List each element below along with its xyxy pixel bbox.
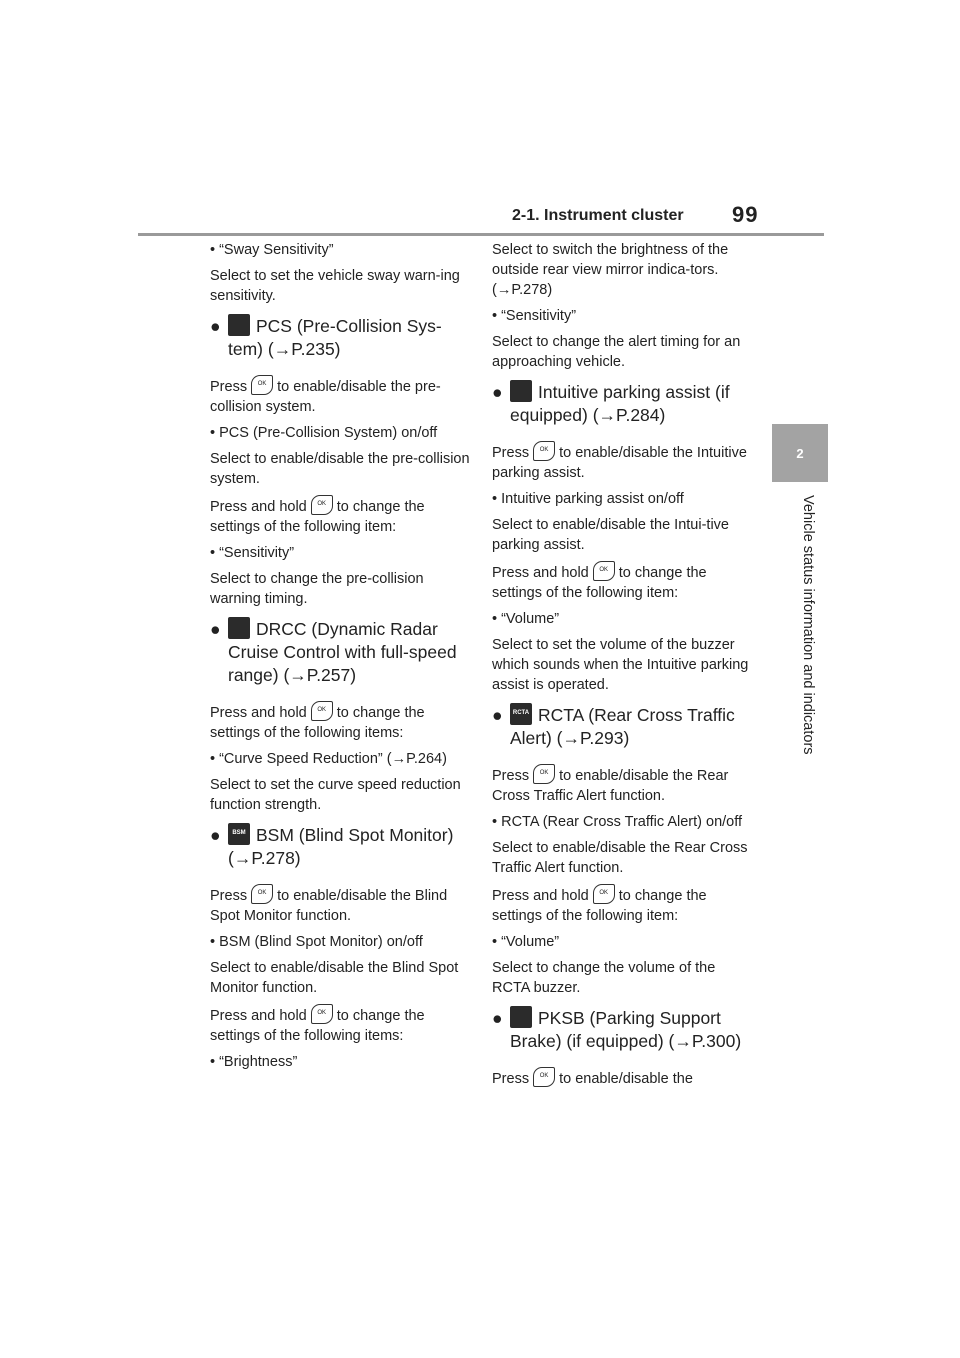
paragraph: Select to switch the brightness of the outside rear view mirror indica-tors. (→P.278) bbox=[492, 242, 729, 298]
list-item: • BSM (Blind Spot Monitor) on/off bbox=[210, 934, 423, 950]
paragraph: Select to set the volume of the buzzer which sounds when the Intuitive parking assist is operated. bbox=[492, 637, 749, 693]
section-heading-rcta: ● RCTA RCTA (Rear Cross Traffic Alert) (→P.293) bbox=[492, 705, 735, 748]
paragraph: Press OK to enable/disable the bbox=[492, 1067, 754, 1089]
pksb-icon bbox=[510, 1006, 532, 1028]
paragraph: Select to enable/disable the pre-collision system. bbox=[210, 451, 470, 487]
section-heading-pcs: ● PCS (Pre-Collision Sys-tem) (→P.235) bbox=[210, 316, 442, 359]
ok-button-icon: OK bbox=[251, 884, 273, 904]
paragraph: Select to change the volume of the RCTA buzzer. bbox=[492, 960, 716, 996]
section-heading-drcc: ● DRCC (Dynamic Radar Cruise Control with full-speed range) (→P.257) bbox=[210, 619, 457, 685]
list-item: • PCS (Pre-Collision System) on/off bbox=[210, 425, 438, 441]
bullet-icon: ● bbox=[210, 316, 221, 336]
paragraph: Press OK to enable/disable the Blind Spot Monitor function. bbox=[210, 884, 472, 926]
ok-button-icon: OK bbox=[593, 561, 615, 581]
list-item: • Intuitive parking assist on/off bbox=[492, 491, 684, 507]
paragraph: Select to enable/disable the Intui-tive parking assist. bbox=[492, 517, 729, 553]
list-item: • “Sensitivity” bbox=[492, 308, 577, 324]
paragraph: Select to enable/disable the Rear Cross Traffic Alert function. bbox=[492, 840, 748, 876]
paragraph: Press and hold OK to change the settings of the following item: bbox=[492, 561, 754, 603]
page-link[interactable]: →P.300) bbox=[674, 1031, 742, 1051]
page-link[interactable]: →P.278) bbox=[233, 848, 301, 868]
page-link[interactable]: →P.235) bbox=[273, 339, 341, 359]
paragraph: Select to change the pre-collision warning timing. bbox=[210, 571, 424, 607]
drcc-icon bbox=[228, 617, 250, 639]
ok-button-icon: OK bbox=[251, 375, 273, 395]
section-title: 2-1. Instrument cluster bbox=[512, 207, 684, 224]
paragraph: Press and hold OK to change the settings of the following items: bbox=[210, 1004, 472, 1046]
list-item: • “Volume” bbox=[492, 611, 560, 627]
list-item: • RCTA (Rear Cross Traffic Alert) on/off bbox=[492, 814, 743, 830]
list-item: • “Sway Sensitivity” bbox=[210, 242, 334, 258]
bullet-icon: ● bbox=[492, 382, 503, 402]
paragraph: Select to enable/disable the Blind Spot Monitor function. bbox=[210, 960, 459, 996]
ok-button-icon: OK bbox=[311, 1004, 333, 1024]
ok-button-icon: OK bbox=[311, 495, 333, 515]
list-item: • “Curve Speed Reduction” (→P.264) bbox=[210, 751, 447, 767]
list-item: • “Sensitivity” bbox=[210, 545, 295, 561]
list-item: • “Brightness” bbox=[210, 1054, 298, 1070]
parking-assist-icon bbox=[510, 380, 532, 402]
ok-button-icon: OK bbox=[533, 441, 555, 461]
pcs-icon bbox=[228, 314, 250, 336]
list-item: • “Volume” bbox=[492, 934, 560, 950]
page-number: 99 bbox=[732, 202, 759, 227]
bullet-icon: ● bbox=[492, 705, 503, 725]
ok-button-icon: OK bbox=[593, 884, 615, 904]
paragraph: Press and hold OK to change the settings of the following item: bbox=[210, 495, 472, 537]
left-column bbox=[210, 240, 472, 1078]
paragraph: Press and hold OK to change the settings of the following item: bbox=[492, 884, 754, 926]
paragraph: Press OK to enable/disable the Rear Cross Traffic Alert function. bbox=[492, 764, 754, 806]
paragraph: Press OK to enable/disable the Intuitive parking assist. bbox=[492, 441, 754, 483]
section-heading-pksb: ● PKSB (Parking Support Brake) (if equipped) (→P.300) bbox=[492, 1008, 742, 1051]
paragraph: Press OK to enable/disable the pre-collision system. bbox=[210, 375, 472, 417]
section-heading-ipa: ● Intuitive parking assist (if equipped) (→P.284) bbox=[492, 382, 730, 425]
header-rule bbox=[138, 233, 824, 236]
rcta-icon: RCTA bbox=[510, 703, 532, 725]
section-heading-bsm: ● BSM BSM (Blind Spot Monitor) (→P.278) bbox=[210, 825, 454, 868]
chapter-tab[interactable]: 2 bbox=[772, 424, 828, 482]
paragraph: Select to set the vehicle sway warn-ing sensitivity. bbox=[210, 268, 460, 304]
page-link[interactable]: →P.293) bbox=[562, 728, 630, 748]
paragraph: Press and hold OK to change the settings of the following items: bbox=[210, 701, 472, 743]
ok-button-icon: OK bbox=[533, 1067, 555, 1087]
bullet-icon: ● bbox=[492, 1008, 503, 1028]
page-link[interactable]: →P.284) bbox=[598, 405, 666, 425]
chapter-title: Vehicle status information and indicators bbox=[800, 495, 816, 755]
bullet-icon: ● bbox=[210, 619, 221, 639]
paragraph: Select to change the alert timing for an approaching vehicle. bbox=[492, 334, 741, 370]
ok-button-icon: OK bbox=[533, 764, 555, 784]
bullet-icon: ● bbox=[210, 825, 221, 845]
bsm-icon: BSM bbox=[228, 823, 250, 845]
ok-button-icon: OK bbox=[311, 701, 333, 721]
paragraph: Select to set the curve speed reduction function strength. bbox=[210, 777, 461, 813]
page-link[interactable]: →P.257) bbox=[289, 665, 357, 685]
right-column bbox=[492, 240, 754, 1095]
